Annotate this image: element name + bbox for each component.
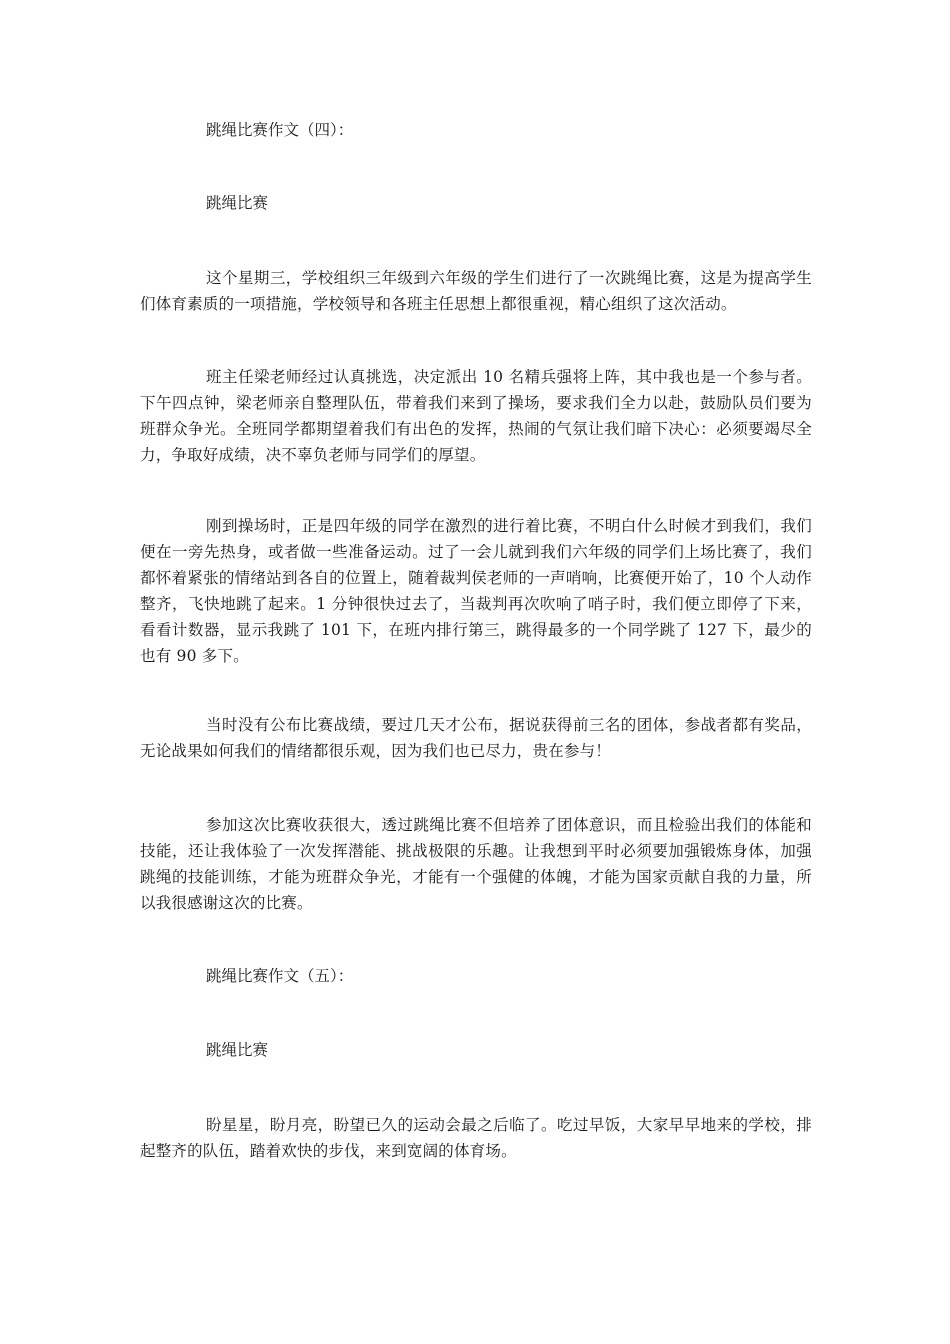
document-page [140,0,812,1344]
paragraph: 盼星星，盼月亮，盼望已久的运动会最之后临了。吃过早饭，大家早早地来的学校，排起整齐的队伍，踏着欢快的步伐，来到宽阔的体育场。 [140,1116,812,1160]
paragraph: 当时没有公布比赛战绩，要过几天才公布，据说获得前三名的团体，参战者都有奖品，无论战果如何我们的情绪都很乐观，因为我们也已尽力，贵在参与！ [140,716,812,760]
section-heading-5: 跳绳比赛作文（五）： [206,967,354,985]
paragraph: 参加这次比赛收获很大，透过跳绳比赛不但培养了团体意识，而且检验出我们的体能和技能，还让我体验了一次发挥潜能、挑战极限的乐趣。让我想到平时必须要加强锻炼身体，加强跳绳的技能训练，才能为班群众争光，才能有一个强健的体魄，才能为国家贡献自我的力量，所以我很感谢这次的比赛。 [140,816,812,912]
paragraph: 班主任梁老师经过认真挑选，决定派出 10 名精兵强将上阵，其中我也是一个参与者。下午四点钟，梁老师亲自整理队伍，带着我们来到了操场，要求我们全力以赴，鼓励队员们要为班群众争光。全班同学都期望着我们有出色的发挥，热闹的气氛让我们暗下决心：必须要竭尽全力，争取好成绩，决不辜负老师与同学们的厚望。 [140,368,812,464]
section-heading-4: 跳绳比赛作文（四）： [206,121,354,139]
section-title-5: 跳绳比赛 [206,1041,269,1059]
paragraph: 这个星期三，学校组织三年级到六年级的学生们进行了一次跳绳比赛，这是为提高学生们体育素质的一项措施，学校领导和各班主任思想上都很重视，精心组织了这次活动。 [140,269,812,313]
section-title-4: 跳绳比赛 [206,194,269,212]
paragraph: 刚到操场时，正是四年级的同学在激烈的进行着比赛，不明白什么时候才到我们，我们便在一旁先热身，或者做一些准备运动。过了一会儿就到我们六年级的同学们上场比赛了，我们都怀着紧张的情绪站到各自的位置上，随着裁判侯老师的一声哨响，比赛便开始了，10 个人动作整齐，飞快地跳了起来。1 分钟很快过去了，当裁判再次吹响了哨子时，我们便立即停了下来，看看计数器，显示我跳了 101 下，在班内排行第三，跳得最多的一个同学跳了 127 下，最少的也有 90 多下。 [140,517,813,665]
